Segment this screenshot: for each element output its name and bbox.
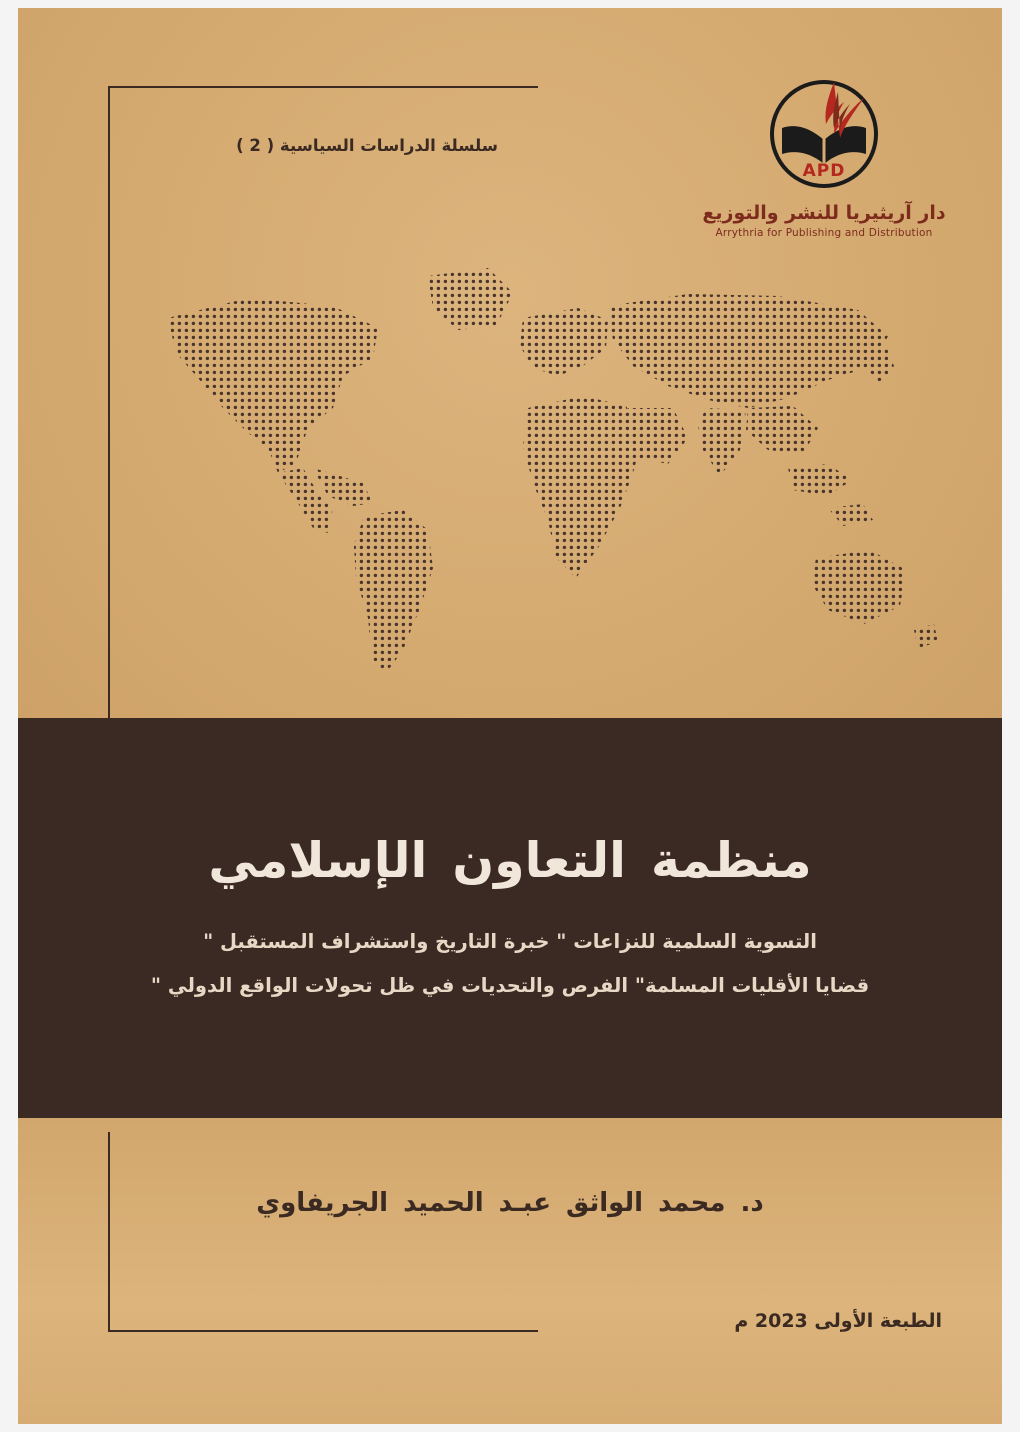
book-subtitle-1: التسوية السلمية للنزاعات " خبرة التاريخ واستشراف المستقبل " (203, 930, 817, 954)
svg-text:APD: APD (802, 161, 846, 181)
book-title: منظمة التعاون الإسلامي (208, 832, 812, 890)
publisher-name-en: Arrythria for Publishing and Distribution (715, 227, 933, 239)
cover-top-section (18, 8, 1002, 718)
decorative-frame-bottom (108, 1132, 538, 1332)
author-name: د. محمد الواثق عبـد الحميد الجريفاوي (256, 1188, 764, 1218)
edition-statement: الطبعة الأولى 2023 م (734, 1310, 942, 1332)
series-label: سلسلة الدراسات السياسية ( 2 ) (236, 136, 498, 155)
book-subtitle-2: قضايا الأقليات المسلمة" الفرص والتحديات في ظل تحولات الواقع الدولي " (150, 973, 870, 997)
cover-bottom-section (18, 1118, 1002, 1424)
world-map-graphic (128, 258, 938, 708)
publisher-logo-block (674, 76, 974, 239)
publisher-name-ar: دار آريثيريا للنشر والتوزيع (702, 202, 946, 224)
publisher-logo-icon (764, 76, 884, 196)
cover-canvas (18, 8, 1002, 1424)
title-band (18, 718, 1002, 1118)
